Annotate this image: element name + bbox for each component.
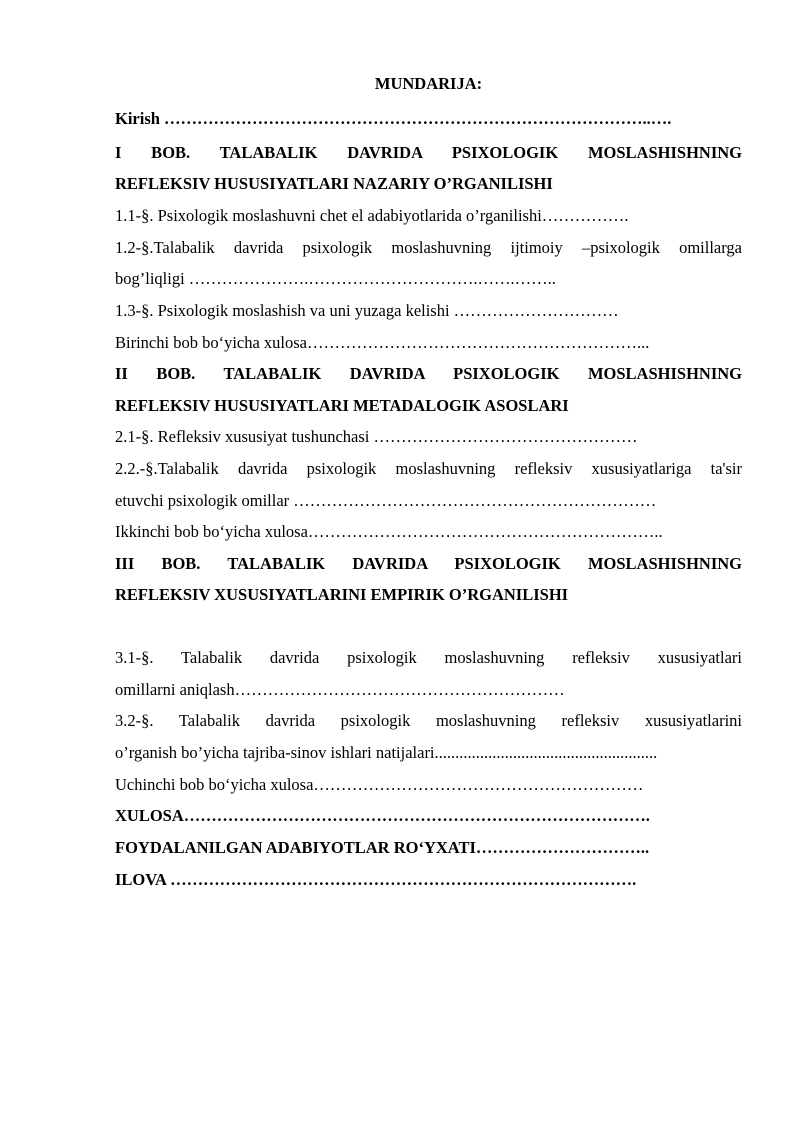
chapter-3-heading-line-1: III BOB. TALABALIK DAVRIDA PSIXOLOGIK MOSLASHISHNING	[115, 554, 742, 573]
toc-entry-intro: Kirish ……………………………………………………………………………..….	[115, 109, 672, 128]
toc-entry-1-1: 1.1-§. Psixologik moslashuvni chet el adabiyotlarida o’rganilishi…………….	[115, 206, 629, 225]
toc-entry-appendix: ILOVA ………………………………………………………………………….	[115, 870, 637, 889]
chapter-3-heading-line-2: REFLEKSIV XUSUSIYATLARINI EMPIRIK O’RGANILISHI	[115, 585, 569, 604]
toc-entry-2-2-line-2: etuvchi psixologik omillar …………………………………………………………	[115, 491, 657, 510]
chapter-1-heading-line-2: REFLEKSIV HUSUSIYATLARI NAZARIY O’RGANILISHI	[115, 174, 553, 193]
toc-entry-references: FOYDALANILGAN ADABIYOTLAR RO‘YXATI…………………………..	[115, 838, 650, 857]
chapter-1-heading-line-1: I BOB. TALABALIK DAVRIDA PSIXOLOGIK MOSLASHISHNING	[115, 143, 742, 162]
toc-entry-3-1-line-2: omillarni aniqlash……………………………………………………	[115, 680, 565, 699]
toc-entry-chapter-2-summary: Ikkinchi bob bo‘yicha xulosa………………………………………………………..	[115, 522, 663, 541]
page-title: MUNDARIJA:	[374, 74, 483, 93]
toc-entry-2-2-line-1: 2.2.-§.Talabalik davrida psixologik moslashuvning refleksiv xususiyatlariga ta'sir	[115, 459, 742, 478]
toc-entry-1-2-line-1: 1.2-§.Talabalik davrida psixologik moslashuvning ijtimoiy –psixologik omillarga	[115, 238, 742, 257]
toc-entry-conclusion: XULOSA………………………………………………………………………….	[115, 806, 650, 825]
toc-entry-1-3: 1.3-§. Psixologik moslashish va uni yuzaga kelishi …………………………	[115, 301, 619, 320]
toc-entry-3-2-line-1: 3.2-§. Talabalik davrida psixologik moslashuvning refleksiv xususiyatlarini	[115, 711, 742, 730]
toc-entry-2-1: 2.1-§. Refleksiv xususiyat tushunchasi …………………………………………	[115, 427, 638, 446]
chapter-2-heading-line-2: REFLEKSIV HUSUSIYATLARI METADALOGIK ASOSLARI	[115, 396, 569, 415]
toc-entry-3-2-line-2: o’rganish bo’yicha tajriba-sinov ishlari natijalari......................................................	[115, 743, 658, 762]
chapter-2-heading-line-1: II BOB. TALABALIK DAVRIDA PSIXOLOGIK MOSLASHISHNING	[115, 364, 742, 383]
toc-entry-chapter-1-summary: Birinchi bob bo‘yicha xulosa……………………………………………………...	[115, 333, 650, 352]
toc-entry-3-1-line-1: 3.1-§. Talabalik davrida psixologik moslashuvning refleksiv xususiyatlari	[115, 648, 742, 667]
toc-entry-1-2-line-2: bog’liqligi ………………….………………………….…….……..	[115, 269, 556, 288]
toc-entry-chapter-3-summary: Uchinchi bob bo‘yicha xulosa……………………………………………………	[115, 775, 644, 794]
